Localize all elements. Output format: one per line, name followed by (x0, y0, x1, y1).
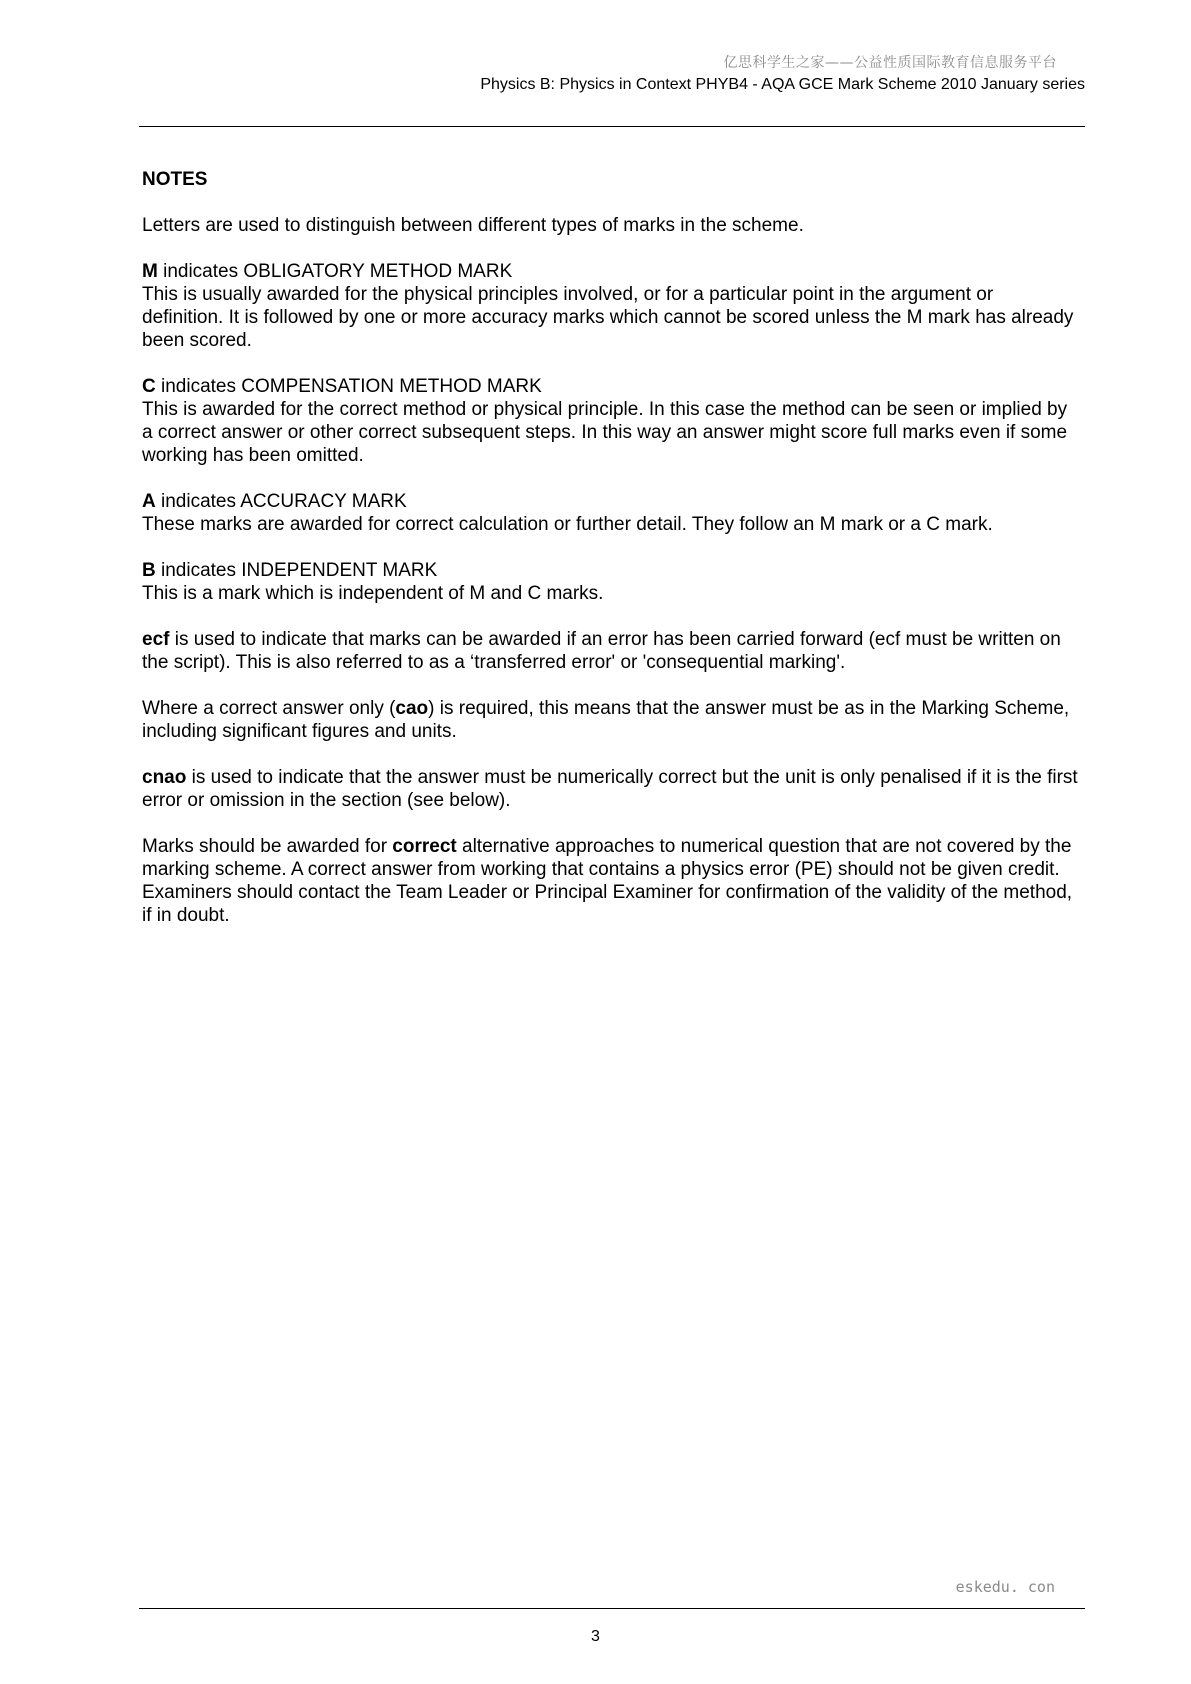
note-a-key: A (142, 491, 156, 512)
note-cnao-body: is used to indicate that the answer must be numerically correct but the unit is only penalised if it is the first error or omission in the section (see below). (142, 767, 1078, 811)
notes-intro: Letters are used to distinguish between different types of marks in the scheme. (142, 215, 804, 236)
note-cao-before: Where a correct answer only ( (142, 698, 396, 719)
note-m-title: indicates OBLIGATORY METHOD MARK (157, 261, 513, 282)
note-m-key: M (142, 261, 158, 282)
note-alt-after: alternative approaches to numerical question that are not covered by the marking scheme. A correct answer from working that contains a physics error (PE) should not be given credit. Examiners should contact the Team Leader or Principal Examiner for confirmation of the validity of the method, if in doubt. (142, 836, 1073, 926)
notes-heading: NOTES (142, 169, 208, 190)
notes-section (142, 168, 1078, 950)
note-cnao-key: cnao (142, 767, 187, 788)
note-cao-key: cao (395, 698, 429, 719)
note-independent-mark (142, 559, 1078, 605)
note-a-body: These marks are awarded for correct calculation or further detail. They follow an M mark or a C mark. (142, 514, 993, 535)
note-alt-key: correct (392, 836, 457, 857)
note-ecf (142, 628, 1078, 674)
note-ecf-body: is used to indicate that marks can be awarded if an error has been carried forward (ecf must be written on the script). This is also referred to as a ‘transferred error' or 'consequential marking'. (142, 629, 1061, 673)
note-alt-before: Marks should be awarded for (142, 836, 393, 857)
note-cnao (142, 766, 1078, 812)
running-header-title: Physics B: Physics in Context PHYB4 - AQA GCE Mark Scheme 2010 January series (480, 76, 1085, 93)
footer-rule (139, 1608, 1085, 1609)
note-accuracy-mark (142, 490, 1078, 536)
note-c-title: indicates COMPENSATION METHOD MARK (155, 376, 542, 397)
note-c-key: C (142, 376, 156, 397)
note-method-mark (142, 260, 1078, 352)
note-cao (142, 697, 1078, 743)
note-b-body: This is a mark which is independent of M and C marks. (142, 583, 604, 604)
note-cao-after: ) is required, this means that the answer must be as in the Marking Scheme, including significant figures and units. (142, 698, 1070, 742)
note-m-body: This is usually awarded for the physical principles involved, or for a particular point in the argument or definition. It is followed by one or more accuracy marks which cannot be scored unless the M mark has already been scored. (142, 284, 1074, 351)
note-a-title: indicates ACCURACY MARK (155, 491, 407, 512)
header-rule (139, 126, 1085, 127)
note-b-key: B (142, 560, 156, 581)
note-compensation-mark (142, 375, 1078, 467)
page-number: 3 (591, 1628, 600, 1645)
watermark-header-text: 亿思科学生之家——公益性质国际教育信息服务平台 (723, 55, 1057, 71)
note-alternative-approaches (142, 835, 1078, 927)
note-c-body: This is awarded for the correct method or physical principle. In this case the method can be seen or implied by a correct answer or other correct subsequent steps. In this way an answer might score full marks even if some working has been omitted. (142, 399, 1068, 466)
note-ecf-key: ecf (142, 629, 170, 650)
note-b-title: indicates INDEPENDENT MARK (155, 560, 438, 581)
watermark-footer-text: eskedu. con (955, 1578, 1055, 1596)
